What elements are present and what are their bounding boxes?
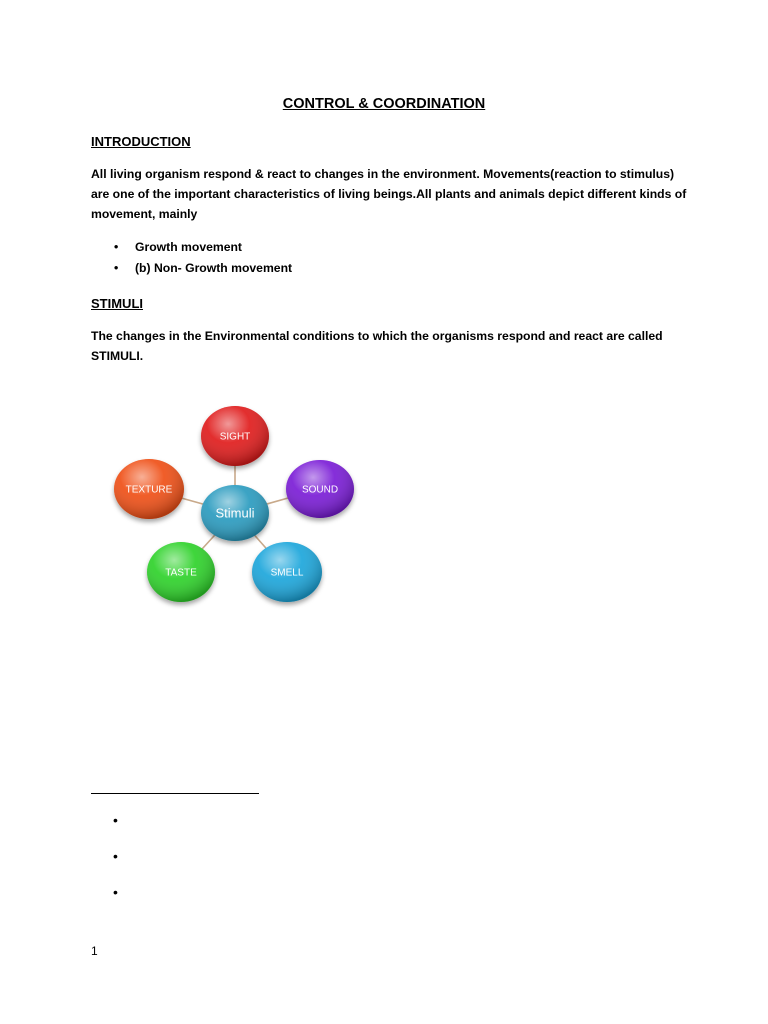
node-label: SMELL: [270, 567, 304, 579]
node-label: SIGHT: [219, 431, 251, 443]
footnote-bullet: •: [113, 884, 118, 900]
stimuli-line: STIMULI.: [91, 349, 144, 363]
diagram-node-taste: [147, 542, 215, 602]
node-label: SOUND: [301, 484, 339, 496]
footnote-bullet: •: [113, 812, 118, 828]
introduction-line: movement, mainly: [91, 207, 198, 221]
stimuli-line: The changes in the Environmental conditions to which the organisms respond and react are called: [91, 329, 663, 343]
movement-list: [91, 237, 292, 279]
list-item: [91, 258, 292, 279]
list-item-text: (b) Non- Growth movement: [135, 261, 293, 275]
bullet-icon: •: [114, 261, 119, 275]
diagram-center-node: [201, 485, 269, 541]
diagram-node-texture: [114, 459, 184, 519]
node-label: TASTE: [165, 567, 197, 579]
bullet-icon: •: [114, 240, 119, 254]
stimuli-paragraph: [91, 326, 691, 366]
diagram-node-smell: [252, 542, 322, 602]
page-title: [0, 96, 768, 112]
center-node-label: Stimuli: [215, 505, 255, 521]
page-title-text: CONTROL & COORDINATION: [282, 96, 486, 112]
list-item: [91, 237, 292, 258]
stimuli-heading: STIMULI: [91, 296, 143, 311]
list-item-text: Growth movement: [135, 240, 242, 254]
diagram-node-sight: [201, 406, 269, 466]
footnote-bullet: •: [113, 848, 118, 864]
introduction-line: All living organism respond & react to changes in the environment. Movements(reaction to stimulus): [91, 167, 675, 181]
introduction-paragraph: [91, 164, 691, 224]
introduction-line: are one of the important characteristics of living beings.All plants and animals depict different kinds of: [91, 187, 687, 201]
introduction-heading: INTRODUCTION: [91, 134, 191, 149]
node-label: TEXTURE: [125, 484, 173, 496]
page-number: 1: [91, 944, 98, 958]
footnote-separator: [91, 793, 259, 794]
diagram-node-sound: [286, 460, 354, 518]
stimuli-diagram: [104, 400, 366, 612]
